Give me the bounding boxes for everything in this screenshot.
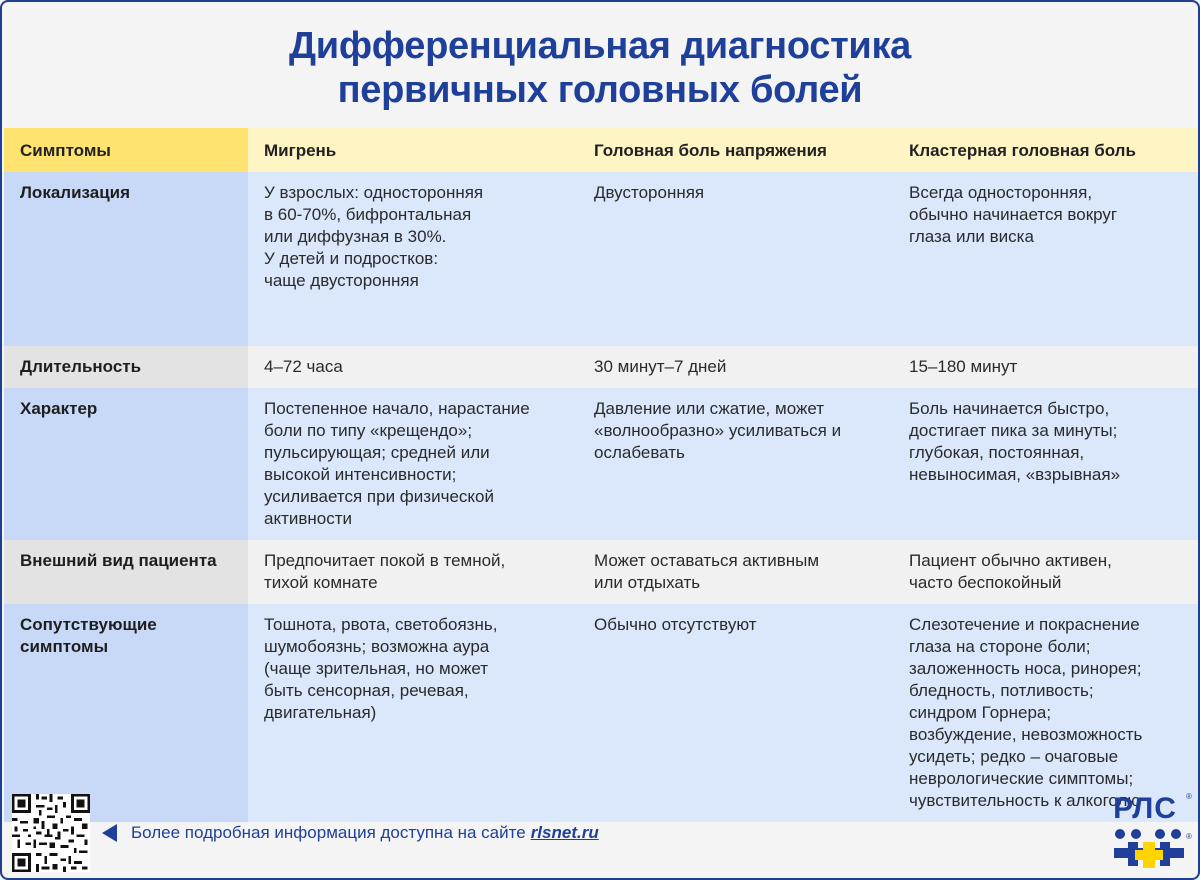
cell-cluster: 15–180 минут (893, 346, 1200, 388)
table-header-row (4, 128, 1200, 172)
row-label: Локализация (4, 172, 248, 346)
cell-tension: Двусторонняя (578, 172, 893, 346)
qr-code-icon[interactable] (12, 794, 90, 872)
row-label: Внешний вид пациента (4, 540, 248, 604)
cell-migraine: Предпочитает покой в темной, тихой комнате (248, 540, 578, 604)
footer-note (102, 822, 599, 844)
rls-cross-logo-icon (1110, 828, 1188, 870)
footer-note-text: Более подробная информация доступна на сайте (131, 823, 526, 842)
table-row-associated-symptoms (4, 604, 1200, 822)
logo-text: РЛС (1113, 792, 1177, 825)
row-label: Длительность (4, 346, 248, 388)
cell-tension: Обычно отсутствуют (578, 604, 893, 822)
table-row-character (4, 388, 1200, 540)
logo-registered-mark-2: ® (1186, 832, 1192, 841)
arrow-left-icon (102, 824, 117, 842)
cell-tension: 30 минут–7 дней (578, 346, 893, 388)
cell-cluster: Пациент обычно активен, часто беспокойный (893, 540, 1200, 604)
cell-cluster: Боль начинается быстро, достигает пика за минуты; глубокая, постоянная, невыносимая, «взрывная» (893, 388, 1200, 540)
cell-migraine: У взрослых: односторонняя в 60-70%, бифронтальная или диффузная в 30%. У детей и подростков: чаще двусторонняя (248, 172, 578, 346)
cell-migraine: Постепенное начало, нарастание боли по типу «крещендо»; пульсирующая; средней или высокой интенсивности; усиливается при физической активности (248, 388, 578, 540)
title-line-1: Дифференциальная диагностика (289, 25, 911, 67)
rls-logo[interactable] (1106, 792, 1194, 872)
header-symptoms: Симптомы (4, 128, 248, 172)
row-label: Характер (4, 388, 248, 540)
logo-registered-mark: ® (1186, 792, 1192, 801)
table-row-appearance (4, 540, 1200, 604)
header-migraine: Мигрень (248, 128, 578, 172)
title-line-2: первичных головных болей (337, 69, 863, 111)
table-row-localization (4, 172, 1200, 346)
cell-tension: Давление или сжатие, может «волнообразно» усиливаться и ослабевать (578, 388, 893, 540)
header-cluster: Кластерная головная боль (893, 128, 1200, 172)
cell-migraine: Тошнота, рвота, светобоязнь, шумобоязнь; возможна аура (чаще зрительная, но может быть сенсорная, речевая, двигательная) (248, 604, 578, 822)
table-row-duration (4, 346, 1200, 388)
page-title (2, 24, 1198, 112)
cell-tension: Может оставаться активным или отдыхать (578, 540, 893, 604)
row-label: Сопутствующие симптомы (4, 604, 248, 822)
cell-cluster: Всегда односторонняя, обычно начинается вокруг глаза или виска (893, 172, 1200, 346)
rlsnet-link[interactable]: rlsnet.ru (530, 823, 599, 842)
header-tension: Головная боль напряжения (578, 128, 893, 172)
differential-diagnosis-table (4, 128, 1200, 822)
cell-migraine: 4–72 часа (248, 346, 578, 388)
cell-cluster: Слезотечение и покраснение глаза на стороне боли; заложенность носа, ринорея; бледность, потливость; синдром Горнера; возбуждение, невозможность усидеть; редко – очаговые неврологические симптомы; чувствительность к алкоголю (893, 604, 1200, 822)
